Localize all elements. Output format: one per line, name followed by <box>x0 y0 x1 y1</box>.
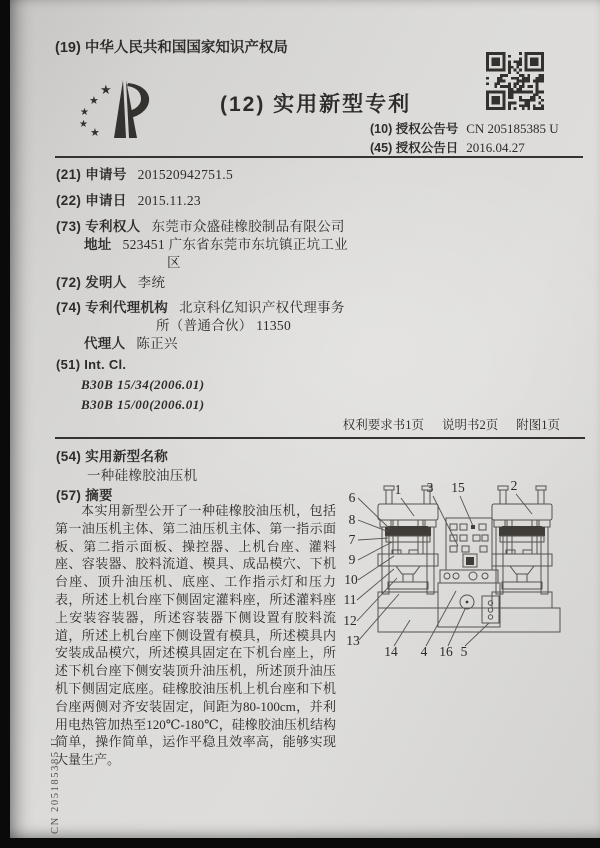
svg-text:★: ★ <box>90 127 100 139</box>
figure-label-11: 11 <box>343 592 357 607</box>
address-label: 地址 <box>84 237 112 252</box>
patent-office-title: (19) 中华人民共和国国家知识产权局 <box>55 40 288 56</box>
claims-pages: 权利要求书1页 <box>342 418 424 432</box>
application-no-label: (21) 申请号 <box>56 167 127 182</box>
drawings-pages: 附图1页 <box>516 418 560 432</box>
figure-label-8: 8 <box>348 512 356 527</box>
abstract-label: (57) 摘要 <box>56 488 113 503</box>
address-row <box>84 233 348 253</box>
svg-text:★: ★ <box>80 107 89 118</box>
figure-label-10: 10 <box>344 572 358 587</box>
agency-line2: 所（普通合伙） 11350 <box>156 318 292 333</box>
pub-no-label: (10) 授权公告号 <box>370 122 459 136</box>
header-divider <box>55 156 583 158</box>
address-line2: 区 <box>167 255 181 270</box>
filing-date-row <box>56 189 201 209</box>
inventor-label: (72) 发明人 <box>56 275 127 290</box>
patent-figure <box>332 476 592 678</box>
pages-info <box>343 415 560 433</box>
figure-label-7: 7 <box>348 532 356 547</box>
patentee-label: (73) 专利权人 <box>56 219 141 234</box>
svg-text:★: ★ <box>100 82 112 97</box>
invention-title: 一种硅橡胶油压机 <box>87 468 198 483</box>
patent-page <box>10 0 600 838</box>
svg-text:★: ★ <box>79 119 88 130</box>
application-no-value: 201520942751.5 <box>137 167 233 182</box>
filing-date-label: (22) 申请日 <box>56 193 127 208</box>
figure-label-6: 6 <box>348 490 356 505</box>
figure-label-3: 3 <box>426 480 434 495</box>
figure-label-1: 1 <box>394 482 402 497</box>
svg-text:★: ★ <box>89 95 99 107</box>
description-pages: 说明书2页 <box>441 418 499 432</box>
document-type-title: (12) 实用新型专利 <box>220 93 412 116</box>
figure-label-12: 12 <box>343 613 357 628</box>
pub-no-value: CN 205185385 U <box>466 121 559 136</box>
pub-date-value: 2016.04.27 <box>466 140 525 155</box>
agency-label: (74) 专利代理机构 <box>56 300 169 315</box>
abstract-text: 本实用新型公开了一种硅橡胶油压机，包括第一油压机主体、第二油压机主体、第一指示面板、第二指示面板、操控器、上机台座、灌料座、容装器、胶料流道、模具、成品模穴、下机台座、顶升油压机、底座、工作指示灯和压力表，所述上机台座下侧固定灌料座，所述灌料座上安装容装器，所述容装器下侧设置有胶料流道，所述上机台座下侧设置有模具，所述模具内安装成品模穴，所述模具固定在下机台座上，所述下机台座下侧安装顶升油压机，所述顶升油压机下侧固定底座。硅橡胶油压机上机台座和下机台座两侧对齐安装固定，间距为80-100cm，并利用电热管加热至120℃-180℃，硅橡胶油压机结构简单，操作简单，运作平稳且效率高，能够实现大量生产。 <box>55 503 336 768</box>
figure-label-9: 9 <box>348 552 356 567</box>
publication-number-row <box>370 119 559 137</box>
filing-date-value: 2015.11.23 <box>137 193 201 208</box>
title-section-label: (54) 实用新型名称 <box>56 449 169 464</box>
agent-row <box>84 332 178 352</box>
figure-label-13: 13 <box>346 633 360 648</box>
agent-label: 代理人 <box>84 336 126 351</box>
section-divider <box>55 437 585 439</box>
intcl-label: (51) Int. Cl. <box>56 357 127 372</box>
figure-right-press <box>492 486 552 608</box>
figure-label-2: 2 <box>510 478 518 493</box>
agency-line1: 北京科亿知识产权代理事务 <box>179 300 345 315</box>
figure-left-press <box>378 486 438 608</box>
application-number-row <box>56 163 233 183</box>
figure-label-16: 16 <box>439 644 453 659</box>
intcl-class-1: B30B 15/34(2006.01) <box>81 377 205 392</box>
pub-date-label: (45) 授权公告日 <box>370 141 459 155</box>
agent-value: 陈正兴 <box>136 336 178 351</box>
figure-label-15: 15 <box>451 480 465 495</box>
figure-control-panel <box>438 518 500 627</box>
agency-row <box>56 296 345 316</box>
figure-label-5: 5 <box>460 644 468 659</box>
figure-label-4: 4 <box>420 644 428 659</box>
figure-label-14: 14 <box>384 644 398 659</box>
address-line1: 523451 广东省东莞市东坑镇正坑工业 <box>122 237 348 252</box>
qr-code-icon <box>486 52 544 110</box>
inventor-value: 李统 <box>137 275 166 290</box>
patentee-row <box>56 215 345 235</box>
patentee-value: 东莞市众盛硅橡胶制品有限公司 <box>151 219 345 234</box>
publication-date-row <box>370 138 525 156</box>
inventor-row <box>56 271 165 291</box>
sipo-logo-icon <box>70 74 174 148</box>
intcl-class-2: B30B 15/00(2006.01) <box>81 397 205 412</box>
edge-publication-code: CN 205185385 U <box>50 736 61 834</box>
